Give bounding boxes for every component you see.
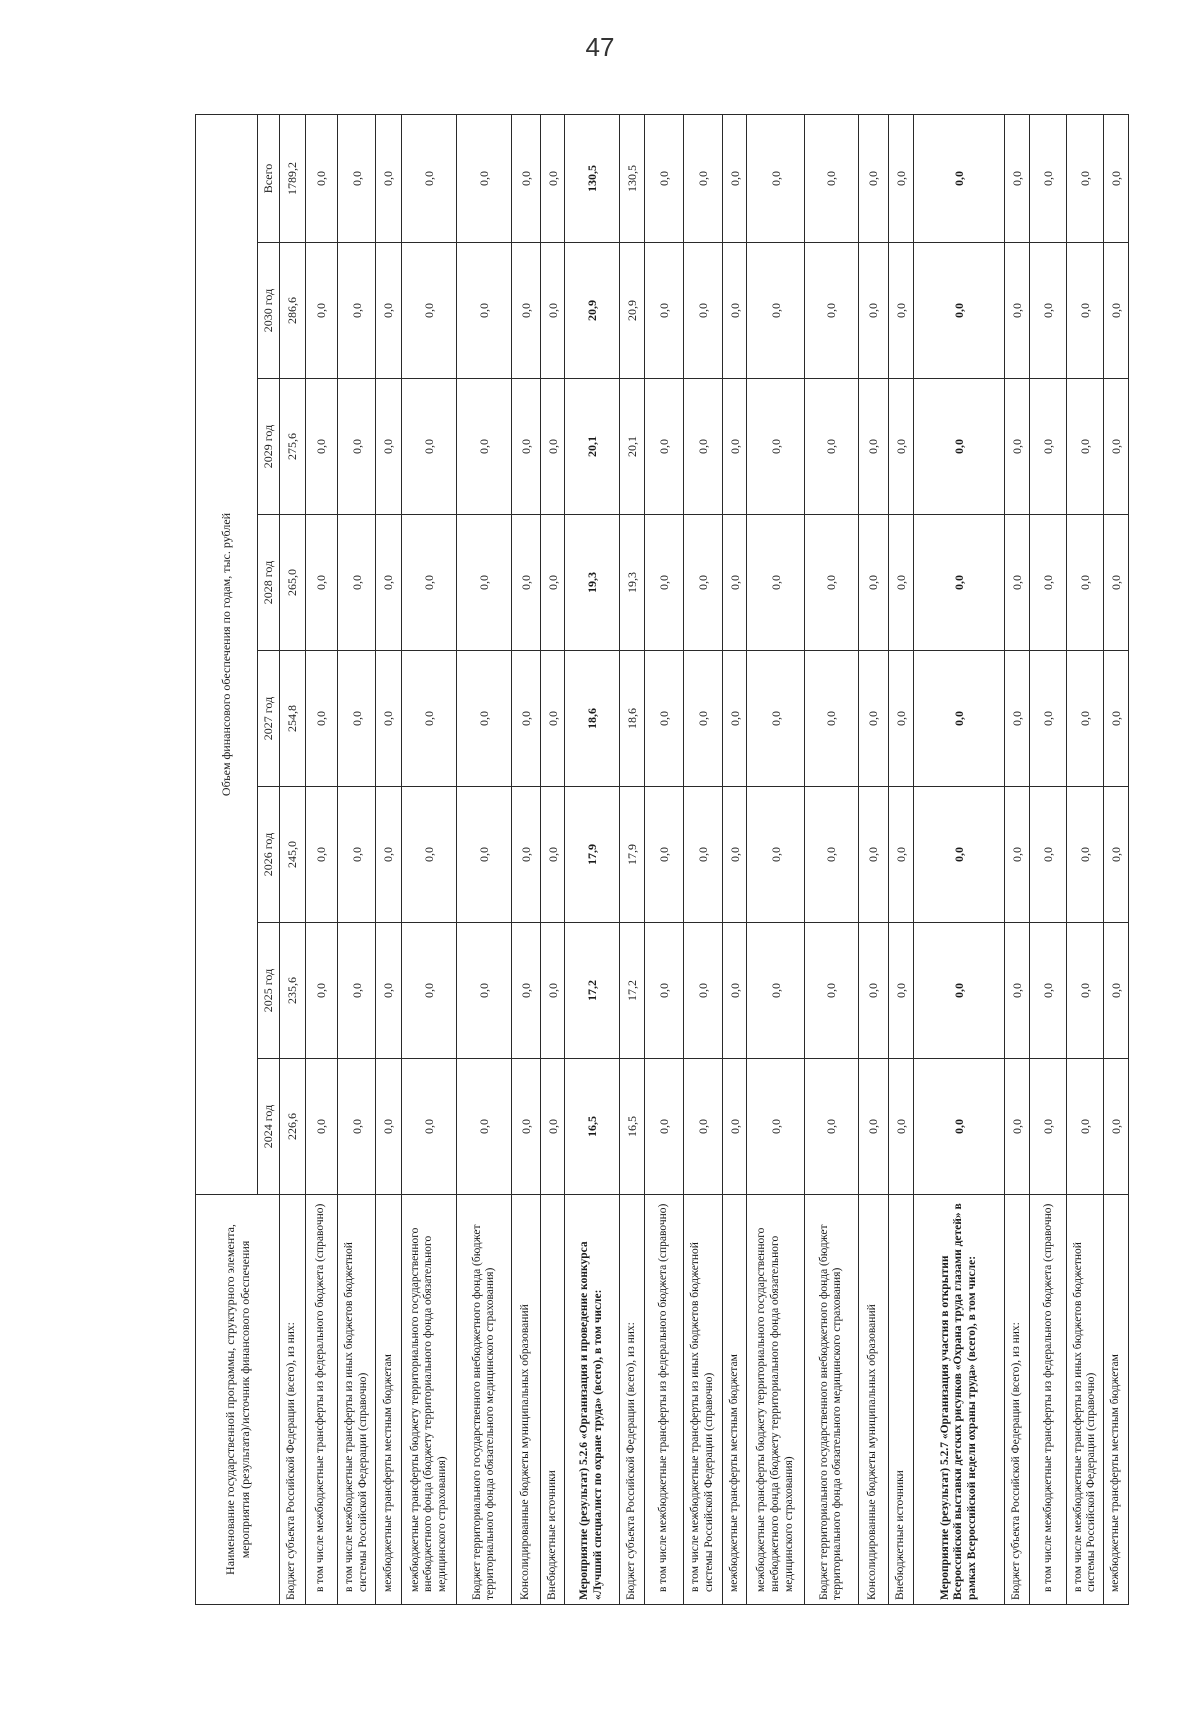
row-value: 0,0 bbox=[722, 651, 746, 787]
row-value: 17,9 bbox=[565, 787, 620, 923]
row-value: 0,0 bbox=[888, 379, 914, 515]
header-year: 2030 год bbox=[258, 243, 280, 379]
row-value: 0,0 bbox=[1004, 787, 1030, 923]
row-value: 226,6 bbox=[280, 1059, 306, 1195]
row-value: 0,0 bbox=[511, 243, 540, 379]
row-value: 18,6 bbox=[565, 651, 620, 787]
rotated-table-container bbox=[195, 115, 1129, 1605]
table-row bbox=[722, 114, 746, 1604]
row-value: 0,0 bbox=[1067, 1059, 1104, 1195]
table-row bbox=[376, 114, 402, 1604]
row-total: 0,0 bbox=[805, 114, 858, 242]
row-value: 0,0 bbox=[858, 1059, 888, 1195]
row-value: 0,0 bbox=[645, 515, 683, 651]
row-value: 0,0 bbox=[1104, 651, 1129, 787]
row-value: 0,0 bbox=[722, 1059, 746, 1195]
row-total: 0,0 bbox=[511, 114, 540, 242]
row-value: 0,0 bbox=[888, 515, 914, 651]
row-value: 0,0 bbox=[457, 923, 512, 1059]
row-value: 0,0 bbox=[1004, 243, 1030, 379]
row-value: 0,0 bbox=[805, 379, 858, 515]
financing-table bbox=[195, 114, 1129, 1605]
row-name: Бюджет территориального государственного внебюджетного фонда (бюджет территориального фонда обязательного медицинского страхования) bbox=[457, 1195, 512, 1605]
table-row bbox=[683, 114, 722, 1604]
table-row bbox=[401, 114, 457, 1604]
row-value: 0,0 bbox=[1104, 515, 1129, 651]
row-value: 20,9 bbox=[565, 243, 620, 379]
row-value: 0,0 bbox=[683, 243, 722, 379]
row-value: 0,0 bbox=[305, 787, 337, 923]
row-value: 0,0 bbox=[401, 243, 457, 379]
row-total: 0,0 bbox=[305, 114, 337, 242]
row-value: 0,0 bbox=[457, 243, 512, 379]
table-row bbox=[1030, 114, 1067, 1604]
row-value: 0,0 bbox=[376, 1059, 402, 1195]
row-value: 0,0 bbox=[540, 379, 564, 515]
row-value: 0,0 bbox=[805, 243, 858, 379]
table-row bbox=[565, 114, 620, 1604]
row-total: 0,0 bbox=[645, 114, 683, 242]
row-value: 0,0 bbox=[888, 243, 914, 379]
row-total: 0,0 bbox=[337, 114, 375, 242]
row-value: 0,0 bbox=[914, 515, 1004, 651]
row-name: межбюджетные трансферты местным бюджетам bbox=[376, 1195, 402, 1605]
row-value: 254,8 bbox=[280, 651, 306, 787]
row-value: 0,0 bbox=[1004, 1059, 1030, 1195]
row-value: 0,0 bbox=[457, 787, 512, 923]
row-name: в том числе межбюджетные трансферты из иных бюджетов бюджетной системы Российской Федерации (справочно) bbox=[1067, 1195, 1104, 1605]
row-total: 0,0 bbox=[1004, 114, 1030, 242]
header-row-group bbox=[196, 114, 258, 1604]
row-value: 0,0 bbox=[305, 515, 337, 651]
row-value: 0,0 bbox=[540, 923, 564, 1059]
row-value: 0,0 bbox=[376, 787, 402, 923]
row-value: 0,0 bbox=[683, 379, 722, 515]
row-value: 0,0 bbox=[805, 651, 858, 787]
row-value: 0,0 bbox=[1030, 243, 1067, 379]
row-value: 17,9 bbox=[619, 787, 645, 923]
row-value: 245,0 bbox=[280, 787, 306, 923]
row-value: 16,5 bbox=[565, 1059, 620, 1195]
row-value: 0,0 bbox=[1067, 379, 1104, 515]
row-value: 0,0 bbox=[1030, 379, 1067, 515]
row-value: 0,0 bbox=[914, 923, 1004, 1059]
row-value: 0,0 bbox=[914, 651, 1004, 787]
row-name: межбюджетные трансферты местным бюджетам bbox=[1104, 1195, 1129, 1605]
row-value: 0,0 bbox=[747, 515, 805, 651]
row-value: 0,0 bbox=[888, 923, 914, 1059]
row-total: 0,0 bbox=[683, 114, 722, 242]
row-value: 0,0 bbox=[1104, 787, 1129, 923]
row-value: 0,0 bbox=[805, 923, 858, 1059]
row-value: 0,0 bbox=[747, 1059, 805, 1195]
row-value: 0,0 bbox=[1067, 515, 1104, 651]
row-value: 0,0 bbox=[683, 923, 722, 1059]
row-value: 0,0 bbox=[511, 923, 540, 1059]
row-value: 0,0 bbox=[722, 379, 746, 515]
table-row bbox=[305, 114, 337, 1604]
table-row bbox=[858, 114, 888, 1604]
row-value: 0,0 bbox=[1030, 923, 1067, 1059]
row-value: 0,0 bbox=[858, 515, 888, 651]
row-value: 16,5 bbox=[619, 1059, 645, 1195]
row-value: 0,0 bbox=[337, 1059, 375, 1195]
row-value: 0,0 bbox=[747, 243, 805, 379]
row-value: 235,6 bbox=[280, 923, 306, 1059]
row-value: 0,0 bbox=[511, 651, 540, 787]
header-year: 2027 год bbox=[258, 651, 280, 787]
row-value: 0,0 bbox=[722, 243, 746, 379]
row-value: 0,0 bbox=[747, 923, 805, 1059]
row-value: 0,0 bbox=[401, 787, 457, 923]
row-value: 0,0 bbox=[747, 379, 805, 515]
header-financing-group: Объем финансового обеспечения по годам, тыс. рублей bbox=[196, 114, 258, 1194]
row-value: 275,6 bbox=[280, 379, 306, 515]
row-total: 0,0 bbox=[1030, 114, 1067, 242]
row-value: 0,0 bbox=[305, 923, 337, 1059]
row-value: 0,0 bbox=[645, 243, 683, 379]
row-value: 0,0 bbox=[1067, 651, 1104, 787]
row-value: 0,0 bbox=[805, 515, 858, 651]
row-value: 0,0 bbox=[540, 515, 564, 651]
row-value: 0,0 bbox=[722, 787, 746, 923]
row-name: Бюджет субъекта Российской Федерации (всего), из них: bbox=[619, 1195, 645, 1605]
row-value: 0,0 bbox=[337, 651, 375, 787]
row-value: 0,0 bbox=[376, 243, 402, 379]
row-name: в том числе межбюджетные трансферты из иных бюджетов бюджетной системы Российской Федерации (справочно) bbox=[337, 1195, 375, 1605]
row-total: 0,0 bbox=[914, 114, 1004, 242]
table-row bbox=[337, 114, 375, 1604]
row-value: 0,0 bbox=[457, 515, 512, 651]
row-value: 286,6 bbox=[280, 243, 306, 379]
row-value: 17,2 bbox=[565, 923, 620, 1059]
table-body bbox=[280, 114, 1129, 1604]
row-name: в том числе межбюджетные трансферты из иных бюджетов бюджетной системы Российской Федерации (справочно) bbox=[683, 1195, 722, 1605]
row-value: 0,0 bbox=[1004, 923, 1030, 1059]
row-total: 1789,2 bbox=[280, 114, 306, 242]
table-row bbox=[619, 114, 645, 1604]
row-value: 0,0 bbox=[858, 243, 888, 379]
row-value: 0,0 bbox=[858, 379, 888, 515]
row-name: Мероприятие (результат) 5.2.6 «Организация и проведение конкурса «Лучший специалист по охране труда» (всего), в том числе: bbox=[565, 1195, 620, 1605]
row-value: 265,0 bbox=[280, 515, 306, 651]
header-year: 2026 год bbox=[258, 787, 280, 923]
row-value: 0,0 bbox=[1004, 379, 1030, 515]
row-value: 0,0 bbox=[1030, 787, 1067, 923]
row-value: 0,0 bbox=[337, 379, 375, 515]
row-value: 0,0 bbox=[914, 1059, 1004, 1195]
row-value: 20,1 bbox=[565, 379, 620, 515]
row-name: межбюджетные трансферты бюджету территориального государственного внебюджетного фонда (бюджету территориального фонда обязательного медицинского страхования) bbox=[401, 1195, 457, 1605]
table-row bbox=[280, 114, 306, 1604]
row-value: 0,0 bbox=[376, 923, 402, 1059]
table-row bbox=[805, 114, 858, 1604]
row-value: 0,0 bbox=[1030, 515, 1067, 651]
row-total: 0,0 bbox=[540, 114, 564, 242]
row-value: 0,0 bbox=[1104, 243, 1129, 379]
row-total: 0,0 bbox=[722, 114, 746, 242]
row-value: 0,0 bbox=[376, 651, 402, 787]
row-name: в том числе межбюджетные трансферты из федерального бюджета (справочно) bbox=[1030, 1195, 1067, 1605]
table-row bbox=[511, 114, 540, 1604]
row-value: 0,0 bbox=[305, 651, 337, 787]
row-value: 0,0 bbox=[645, 651, 683, 787]
row-total: 130,5 bbox=[619, 114, 645, 242]
row-total: 0,0 bbox=[401, 114, 457, 242]
row-value: 0,0 bbox=[805, 1059, 858, 1195]
row-value: 17,2 bbox=[619, 923, 645, 1059]
row-value: 0,0 bbox=[645, 379, 683, 515]
row-value: 0,0 bbox=[858, 787, 888, 923]
row-value: 0,0 bbox=[1104, 1059, 1129, 1195]
table-row bbox=[1004, 114, 1030, 1604]
page-number: 47 bbox=[585, 32, 615, 62]
row-value: 0,0 bbox=[888, 1059, 914, 1195]
row-value: 0,0 bbox=[401, 1059, 457, 1195]
row-value: 0,0 bbox=[376, 515, 402, 651]
row-value: 0,0 bbox=[858, 651, 888, 787]
row-value: 0,0 bbox=[1067, 787, 1104, 923]
row-value: 0,0 bbox=[645, 787, 683, 923]
row-value: 0,0 bbox=[914, 379, 1004, 515]
row-value: 0,0 bbox=[305, 1059, 337, 1195]
row-value: 0,0 bbox=[337, 243, 375, 379]
row-value: 18,6 bbox=[619, 651, 645, 787]
row-value: 0,0 bbox=[1067, 243, 1104, 379]
row-value: 0,0 bbox=[645, 923, 683, 1059]
row-value: 0,0 bbox=[305, 379, 337, 515]
row-name: межбюджетные трансферты бюджету территориального государственного внебюджетного фонда (бюджету территориального фонда обязательного медицинского страхования) bbox=[747, 1195, 805, 1605]
row-value: 0,0 bbox=[805, 787, 858, 923]
row-value: 20,9 bbox=[619, 243, 645, 379]
row-value: 0,0 bbox=[683, 787, 722, 923]
header-year: 2024 год bbox=[258, 1059, 280, 1195]
row-total: 0,0 bbox=[457, 114, 512, 242]
row-name: Мероприятие (результат) 5.2.7 «Организация участия в открытии Всероссийской выставки детских рисунков «Охрана труда глазами детей» в рамках Всероссийской недели охраны труда» (всего), в том числе: bbox=[914, 1195, 1004, 1605]
row-value: 0,0 bbox=[511, 515, 540, 651]
row-value: 0,0 bbox=[1004, 651, 1030, 787]
row-name: Бюджет субъекта Российской Федерации (всего), из них: bbox=[1004, 1195, 1030, 1605]
row-value: 0,0 bbox=[337, 923, 375, 1059]
table-row bbox=[457, 114, 512, 1604]
row-value: 19,3 bbox=[619, 515, 645, 651]
row-value: 0,0 bbox=[1104, 923, 1129, 1059]
row-name: в том числе межбюджетные трансферты из федерального бюджета (справочно) bbox=[305, 1195, 337, 1605]
row-total: 0,0 bbox=[1067, 114, 1104, 242]
row-value: 0,0 bbox=[511, 787, 540, 923]
row-name: Бюджет территориального государственного внебюджетного фонда (бюджет территориального фонда обязательного медицинского страхования) bbox=[805, 1195, 858, 1605]
row-value: 0,0 bbox=[1104, 379, 1129, 515]
header-year: 2029 год bbox=[258, 379, 280, 515]
row-value: 0,0 bbox=[540, 1059, 564, 1195]
row-value: 0,0 bbox=[540, 651, 564, 787]
row-value: 0,0 bbox=[1067, 923, 1104, 1059]
table-row bbox=[747, 114, 805, 1604]
row-total: 0,0 bbox=[376, 114, 402, 242]
row-value: 0,0 bbox=[305, 243, 337, 379]
row-value: 0,0 bbox=[1004, 515, 1030, 651]
table-row bbox=[645, 114, 683, 1604]
row-value: 0,0 bbox=[888, 787, 914, 923]
table-row bbox=[914, 114, 1004, 1604]
header-total: Всего bbox=[258, 114, 280, 242]
row-value: 0,0 bbox=[747, 651, 805, 787]
row-value: 0,0 bbox=[747, 787, 805, 923]
row-value: 0,0 bbox=[337, 515, 375, 651]
row-value: 0,0 bbox=[401, 923, 457, 1059]
row-value: 20,1 bbox=[619, 379, 645, 515]
row-name: межбюджетные трансферты местным бюджетам bbox=[722, 1195, 746, 1605]
row-name: Внебюджетные источники bbox=[540, 1195, 564, 1605]
row-value: 0,0 bbox=[914, 243, 1004, 379]
header-name-column: Наименование государственной программы, структурного элемента, мероприятия (результата)/источник финансового обеспечения bbox=[196, 1195, 280, 1605]
row-value: 0,0 bbox=[540, 787, 564, 923]
row-value: 0,0 bbox=[376, 379, 402, 515]
row-value: 0,0 bbox=[401, 651, 457, 787]
row-value: 0,0 bbox=[511, 1059, 540, 1195]
row-total: 0,0 bbox=[858, 114, 888, 242]
row-name: Консолидированные бюджеты муниципальных образований bbox=[511, 1195, 540, 1605]
row-value: 0,0 bbox=[457, 379, 512, 515]
row-value: 0,0 bbox=[337, 787, 375, 923]
table-row bbox=[540, 114, 564, 1604]
row-value: 0,0 bbox=[401, 515, 457, 651]
row-value: 19,3 bbox=[565, 515, 620, 651]
row-total: 130,5 bbox=[565, 114, 620, 242]
table-row bbox=[1104, 114, 1129, 1604]
row-total: 0,0 bbox=[747, 114, 805, 242]
row-name: Внебюджетные источники bbox=[888, 1195, 914, 1605]
row-value: 0,0 bbox=[511, 379, 540, 515]
row-value: 0,0 bbox=[722, 515, 746, 651]
row-value: 0,0 bbox=[457, 651, 512, 787]
row-total: 0,0 bbox=[1104, 114, 1129, 242]
row-value: 0,0 bbox=[540, 243, 564, 379]
header-year: 2028 год bbox=[258, 515, 280, 651]
row-total: 0,0 bbox=[888, 114, 914, 242]
header-year: 2025 год bbox=[258, 923, 280, 1059]
row-value: 0,0 bbox=[914, 787, 1004, 923]
row-name: Бюджет субъекта Российской Федерации (всего), из них: bbox=[280, 1195, 306, 1605]
row-value: 0,0 bbox=[645, 1059, 683, 1195]
table-row bbox=[1067, 114, 1104, 1604]
row-name: Консолидированные бюджеты муниципальных образований bbox=[858, 1195, 888, 1605]
row-value: 0,0 bbox=[1030, 1059, 1067, 1195]
row-value: 0,0 bbox=[683, 1059, 722, 1195]
row-value: 0,0 bbox=[683, 515, 722, 651]
row-value: 0,0 bbox=[401, 379, 457, 515]
row-value: 0,0 bbox=[457, 1059, 512, 1195]
row-value: 0,0 bbox=[1030, 651, 1067, 787]
row-value: 0,0 bbox=[683, 651, 722, 787]
table-row bbox=[888, 114, 914, 1604]
row-name: в том числе межбюджетные трансферты из федерального бюджета (справочно) bbox=[645, 1195, 683, 1605]
row-value: 0,0 bbox=[858, 923, 888, 1059]
row-value: 0,0 bbox=[722, 923, 746, 1059]
row-value: 0,0 bbox=[888, 651, 914, 787]
